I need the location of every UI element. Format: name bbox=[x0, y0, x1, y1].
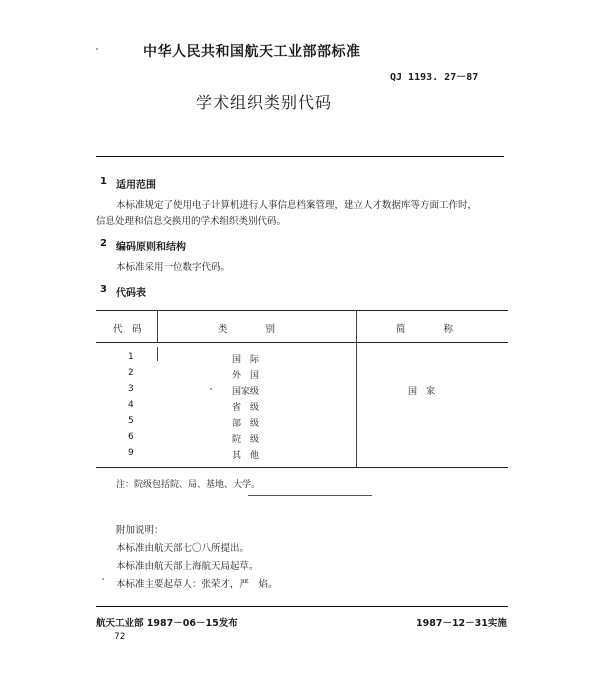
section-heading-scope: 适用范围 bbox=[116, 180, 156, 191]
section-number-3: 3 bbox=[100, 284, 107, 295]
table-row-category-9: 其 他 bbox=[232, 451, 260, 461]
table-row-category-4: 省 级 bbox=[232, 403, 260, 413]
table-bottom-rule bbox=[96, 467, 508, 468]
section-number-1: 1 bbox=[100, 176, 107, 187]
table-row-code-3: 3 bbox=[128, 384, 134, 394]
header-divider bbox=[96, 156, 504, 157]
appendix-line-authors: 本标准主要起草人：张荣才，严 焰。 bbox=[116, 579, 278, 590]
page-title: 学术组织类别代码 bbox=[196, 93, 333, 112]
appendix-line-drafter: 本标准由航天部上海航天局起草。 bbox=[116, 561, 259, 572]
issuing-organization: 中华人民共和国航天工业部部标准 bbox=[143, 44, 361, 60]
appendix-heading: 附加说明： bbox=[116, 525, 164, 536]
table-abbreviation-value: 国 家 bbox=[408, 387, 436, 397]
table-header-rule bbox=[96, 342, 508, 343]
note-rule bbox=[248, 495, 372, 496]
issue-date: 航天工业部 1987－06－15发布 bbox=[96, 618, 238, 629]
standard-code: QJ 1193. 27－87 bbox=[390, 72, 479, 83]
page-number: 72 bbox=[114, 632, 126, 642]
table-col-divider-2 bbox=[356, 310, 357, 467]
section-number-2: 2 bbox=[100, 238, 107, 249]
section-scope-text-line1: 本标准规定了使用电子计算机进行人事信息档案管理，建立人才数据库等方面工作时， bbox=[116, 200, 478, 211]
header-code: 代 码 bbox=[113, 324, 142, 335]
table-row-code-1: 1 bbox=[128, 352, 134, 362]
table-row-code-6: 6 bbox=[128, 432, 134, 442]
table-row-code-4: 4 bbox=[128, 400, 134, 410]
section-scope-text-line2: 信息处理和信息交换用的学术组织类别代码。 bbox=[96, 216, 287, 227]
table-row-code-5: 5 bbox=[128, 416, 134, 426]
table-row-code-2: 2 bbox=[128, 368, 134, 378]
appendix-line-proposer: 本标准由航天部七〇八所提出。 bbox=[116, 543, 250, 554]
footer-divider bbox=[96, 606, 508, 607]
section-coding-text: 本标准采用一位数字代码。 bbox=[116, 262, 231, 273]
scan-speck bbox=[102, 578, 104, 580]
scan-speck bbox=[96, 48, 98, 50]
section-heading-code-table: 代码表 bbox=[116, 288, 146, 299]
table-col-divider-1 bbox=[157, 310, 158, 342]
header-abbreviation: 简 称 bbox=[396, 324, 454, 335]
table-row-category-2: 外 国 bbox=[232, 371, 260, 381]
table-row-category-1: 国 际 bbox=[232, 355, 260, 365]
section-heading-coding: 编码原则和结构 bbox=[116, 242, 186, 253]
table-row-category-5: 部 级 bbox=[232, 419, 260, 429]
table-row-marker bbox=[157, 347, 158, 361]
table-row-category-3: 国家级 bbox=[232, 387, 260, 397]
scan-speck bbox=[210, 388, 212, 390]
header-category: 类 别 bbox=[218, 324, 276, 335]
table-row-code-9: 9 bbox=[128, 448, 134, 458]
table-row-category-6: 院 级 bbox=[232, 435, 260, 445]
implementation-date: 1987－12－31实施 bbox=[416, 618, 507, 629]
table-note: 注：院级包括院、局、基地、大学。 bbox=[116, 480, 261, 490]
